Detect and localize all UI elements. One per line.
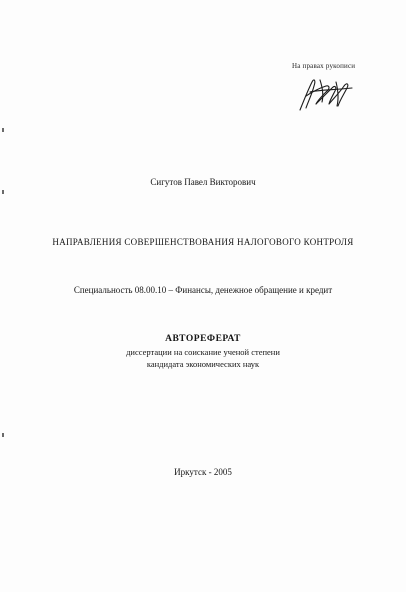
place-year: Иркутск - 2005 <box>174 467 232 477</box>
specialty-line: Специальность 08.00.10 – Финансы, денежное обращение и кредит <box>73 285 333 295</box>
margin-mark <box>2 190 4 194</box>
degree-line-2: кандидата экономических наук <box>146 359 260 369</box>
document-title: НАПРАВЛЕНИЯ СОВЕРШЕНСТВОВАНИЯ НАЛОГОВОГО КОНТРОЛЯ <box>52 237 354 247</box>
degree-line-1: диссертации на соискание ученой степени <box>126 347 280 357</box>
signature-icon <box>292 72 362 114</box>
abstract-heading: АВТОРЕФЕРАТ <box>165 334 241 344</box>
rights-note: На правах рукописи <box>292 62 356 70</box>
margin-mark <box>2 433 4 437</box>
margin-mark <box>2 128 4 132</box>
author-name: Сигутов Павел Викторович <box>150 177 256 187</box>
